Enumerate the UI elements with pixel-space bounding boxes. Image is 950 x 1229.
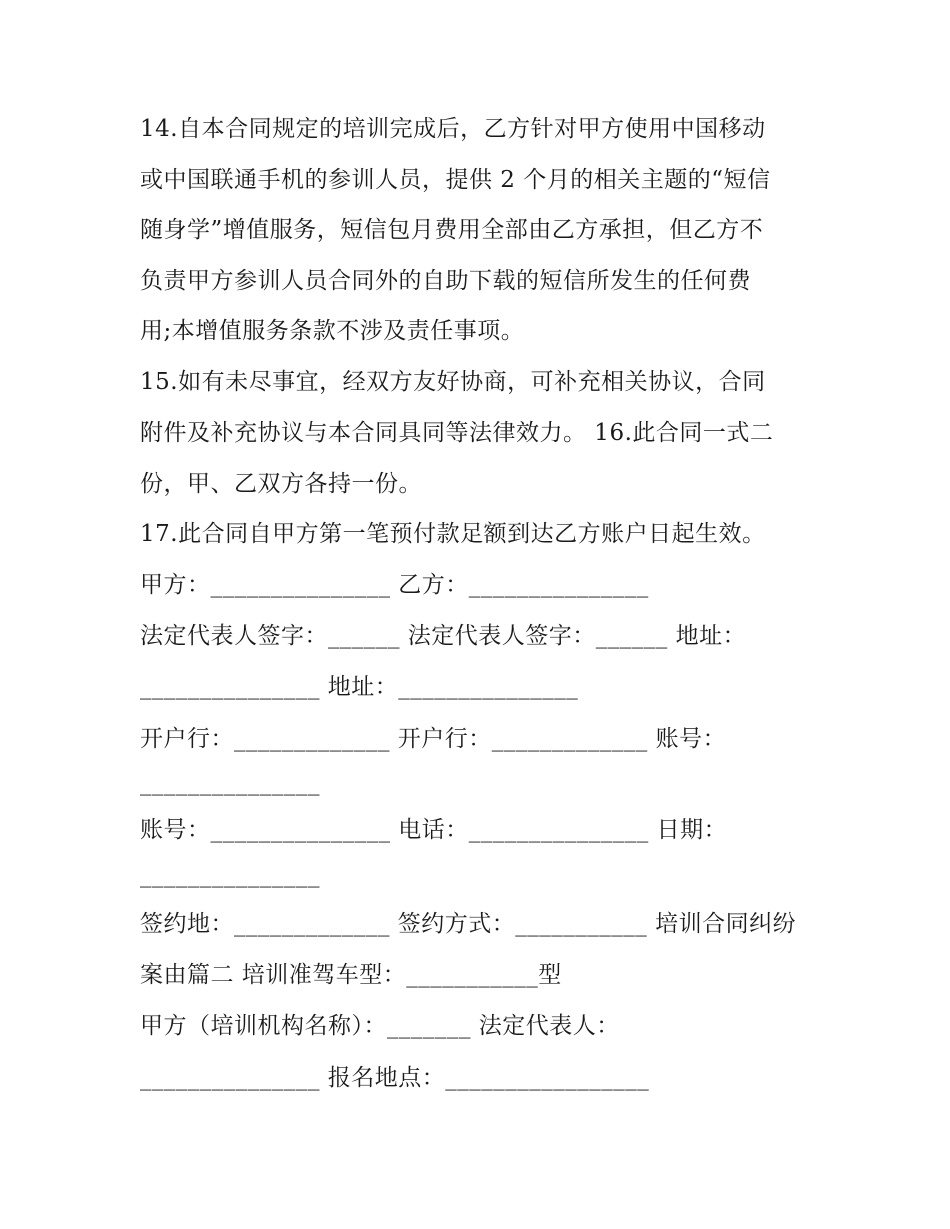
text-line-clause-14-part1: 14.自本合同规定的培训完成后，乙方针对甲方使用中国移动 <box>140 116 766 142</box>
text-line-clause-14-part5: 用;本增值服务条款不涉及责任事项。 <box>140 318 525 344</box>
text-line-clause-14-part4: 负责甲方参训人员合同外的自助下载的短信所发生的任何费 <box>140 268 751 294</box>
signature-line-representatives: 法定代表人签字：______ 法定代表人签字：______ 地址： <box>140 623 747 649</box>
signature-line-account-phone-date: 账号：_______________ 电话：_______________ 日期： <box>140 817 728 843</box>
signature-line-banks: 开户行：_____________ 开户行：_____________ 账号： <box>140 726 727 752</box>
text-line-registration-place: _______________ 报名地点：_________________ <box>140 1065 650 1091</box>
signature-line-parties: 甲方：_______________ 乙方：_______________ <box>140 572 649 598</box>
text-line-clause-15-part1: 15.如有未尽事宜，经双方友好协商，可补充相关协议，合同 <box>140 369 766 395</box>
text-line-clause-17: 17.此合同自甲方第一笔预付款足额到达乙方账户日起生效。 <box>140 521 766 547</box>
signature-line-addresses: _______________ 地址：_______________ <box>140 674 579 700</box>
signature-line-account-blank: _______________ <box>140 770 320 796</box>
text-line-clause-14-part2: 或中国联通手机的参训人员，提供 2 个月的相关主题的“短信 <box>140 167 771 193</box>
text-line-clause-14-part3: 随身学”增值服务，短信包月费用全部由乙方承担，但乙方不 <box>140 217 764 243</box>
text-line-case-heading: 案由篇二 培训准驾车型：___________型 <box>140 962 562 988</box>
signature-line-date-blank: _______________ <box>140 862 320 888</box>
text-line-party-a: 甲方（培训机构名称）：_______ 法定代表人： <box>140 1013 620 1039</box>
signature-line-place-method: 签约地：_____________ 签约方式：___________ 培训合同纠纷 <box>140 911 797 937</box>
text-line-clause-16-part2: 份，甲、乙双方各持一份。 <box>140 471 422 497</box>
text-line-clause-15-16: 附件及补充协议与本合同具同等法律效力。 16.此合同一式二 <box>140 420 774 446</box>
